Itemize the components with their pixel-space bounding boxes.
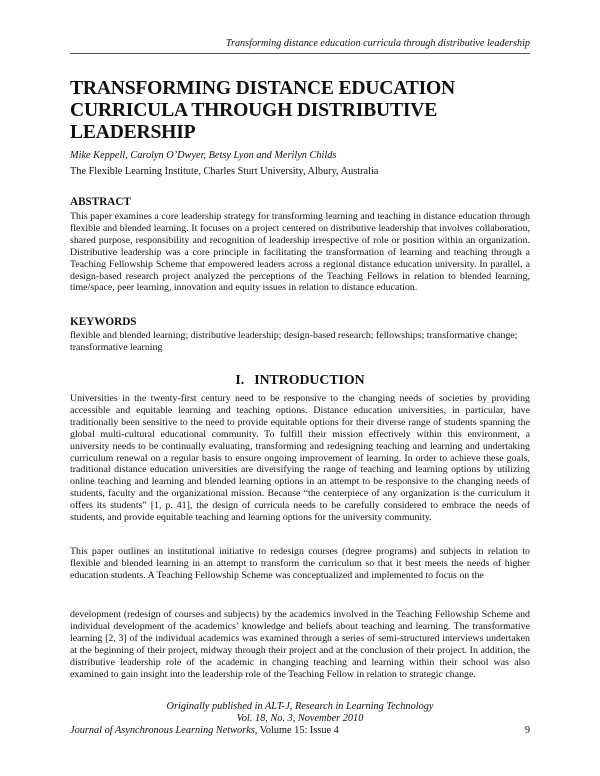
paper-title — [70, 78, 540, 144]
section-title: INTRODUCTION — [254, 372, 365, 387]
volume-info: Vol. 18, No. 3, November 2010 — [236, 713, 364, 724]
authors: Mike Keppell, Carolyn O’Dwyer, Betsy Lyon and Merilyn Childs — [70, 150, 337, 161]
originally-published: Originally published in ALT-J, Research in Learning Technology — [166, 701, 434, 712]
affiliation: The Flexible Learning Institute, Charles Sturt University, Albury, Australia — [70, 166, 379, 177]
running-header: Transforming distance education curricula through distributive leadership — [70, 38, 530, 54]
publication-note — [70, 701, 530, 725]
page-number: 9 — [524, 725, 530, 736]
keywords-heading: KEYWORDS — [70, 316, 137, 328]
body-paragraph: development (redesign of courses and subjects) by the academics involved in the Teaching Fellowship Scheme and individual development of the academics’ knowledge and beliefs about teaching and learning. The transformative learning [2, 3] of the individual academics was examined through a series of semi-structured interviews undertaken at the beginning of their project, midway through their project and at the conclusion of their project. In addition, the distributive leadership role of the academic in changing teaching and learning within their school was also examined to gain insight into the leadership role of the Teaching Fellow in relation to strategic change. — [70, 609, 530, 680]
body-paragraph: Universities in the twenty-first century need to be responsive to the changing needs of societies by providing accessible and equitable learning and teaching options. Distance education universities, in particular, have traditionally been sensitive to the need to provide equitable options for their diverse range of students spanning the global multi-cultural educational community. To fulfill their mission effectively within this environment, a university needs to be continually evaluating, transforming and redesigning teaching and learning and undertaking curriculum renewal on a regular basis to ensure ongoing improvement of learning. In order to achieve these goals, traditional distance education universities are diversifying the range of teaching and learning options by utilizing online teaching and learning and blended learning options in an attempt to be responsive to the changing needs of students, faculty and the organizational mission. Because “the centerpiece of any organization is the curriculum it offers its students” [1, p. 41], the design of curricula needs to be carefully considered to embrace the needs of students, and provide equitable teaching and learning options for the university community. — [70, 393, 530, 524]
keywords-text: flexible and blended learning; distributive leadership; design-based research; fellowships; transformative change; transformative learning — [70, 330, 518, 353]
section-number: I. — [235, 372, 245, 387]
journal-name: Journal of Asynchronous Learning Networks, — [70, 725, 258, 736]
abstract-text: This paper examines a core leadership strategy for transforming learning and teaching in distance education through flexible and blended learning. It focuses on a project centered on distributive leadership that involves collaboration, shared purpose, responsibility and recognition of leadership irrespective of role or position within an organization. Distributive leadership was a core principle in facilitating the transformation of learning and teaching through a Teaching Fellowship Scheme that empowered leaders across a regional distance education university. In parallel, a design-based research project analyzed the perceptions of the Teaching Fellows in relation to blended learning, time/space, peer learning, innovation and equity issues in relation to distance education. — [70, 211, 530, 294]
section-heading — [70, 372, 530, 388]
body-paragraph: This paper outlines an institutional initiative to redesign courses (degree programs) and subjects in relation to flexible and blended learning in an attempt to transform the curriculum so that it best meets the needs of higher education students. A Teaching Fellowship Scheme was conceptualized and implemented to focus on the — [70, 546, 530, 581]
page-footer — [70, 725, 530, 737]
journal-issue: Volume 15: Issue 4 — [257, 725, 339, 736]
title-line: LEADERSHIP — [70, 122, 196, 143]
title-line: TRANSFORMING DISTANCE EDUCATION — [70, 78, 455, 99]
abstract-heading: ABSTRACT — [70, 196, 131, 208]
title-line: CURRICULA THROUGH DISTRIBUTIVE — [70, 100, 438, 121]
